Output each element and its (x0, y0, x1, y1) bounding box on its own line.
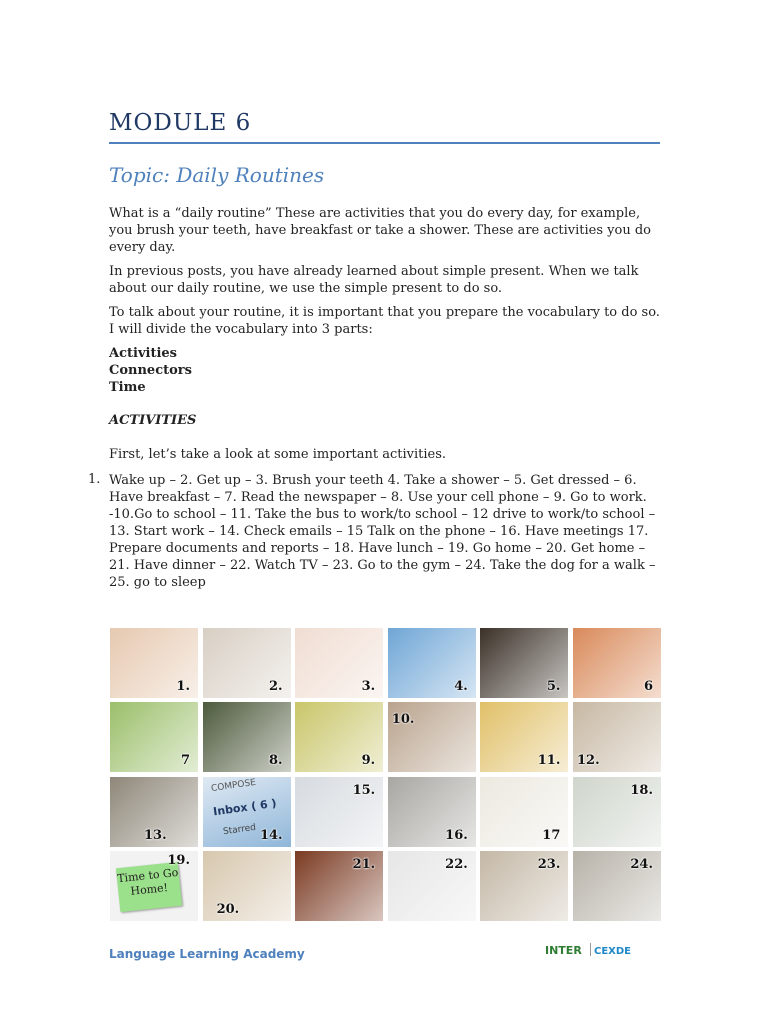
photo-number-label: 17 (542, 827, 561, 843)
activities-list: Wake up – 2. Get up – 3. Brush your teeth 4. Take a shower – 5. Get dressed – 6. Have breakfast – 7. Read the newspaper – 8. Use your cell phone – 9. Go to work. -10.Go to school – 11. Take the bus to work/to school – 12 drive to work/to school – 13. Start work – 14. Check emails – 15 Talk on the phone – 16. Have meetings 17. Prepare documents and reports – 18. Have lunch – 19. Go home – 20. Get home – 21. Have dinner – 22. Watch TV – 23. Go to the gym – 24. Take the dog for a walk – 25. go to sleep (109, 473, 656, 590)
activity-photo-6 (573, 628, 661, 698)
activities-photo-grid (110, 628, 661, 918)
inter-cexde-logo (545, 941, 635, 959)
activity-photo-4 (388, 628, 476, 698)
paragraph-1: What is a “daily routine” These are activities that you do every day, for example, you brush your teeth, have breakfast or take a shower. These are activities you do every day. (109, 206, 651, 255)
title-divider (109, 142, 660, 144)
photo-number-label: 20. (216, 902, 240, 918)
paragraph-2: In previous posts, you have already learned about simple present. When we talk about our daily routine, we use the simple present to do so. (109, 264, 639, 296)
activity-photo-1 (110, 628, 198, 698)
photo-number-label: 23. (537, 857, 561, 873)
photo-number-label: 9. (361, 753, 376, 769)
photo-number-label: 13. (144, 827, 167, 843)
photo-number-label: 11. (537, 753, 561, 769)
photo-number-label: 7 (180, 753, 190, 769)
activity-photo-13 (110, 777, 198, 847)
activity-photo-18 (573, 777, 661, 847)
activity-photo-16 (388, 777, 476, 847)
activity-photo-9 (295, 702, 383, 772)
activity-photo-3 (295, 628, 383, 698)
activity-photo-24 (573, 851, 661, 921)
photo-number-label: 4. (454, 679, 468, 694)
activity-photo-8 (203, 702, 291, 772)
module-title: MODULE 6 (109, 110, 252, 136)
photo-number-label: 2. (269, 679, 283, 694)
list-number: 1. (88, 472, 101, 487)
topic-heading: Topic: Daily Routines (109, 163, 325, 187)
logo-cexde-text: CEXDE (594, 946, 632, 957)
part-connectors: Connectors (109, 363, 192, 378)
photo-number-label: 3. (361, 679, 376, 694)
photo-number-label: 24. (630, 857, 653, 873)
photo-number-label: 12. (577, 753, 600, 769)
activity-photo-19 (110, 851, 198, 921)
photo-number-label: 8. (269, 753, 283, 769)
activity-photo-22 (388, 851, 476, 921)
logo-inter-text: INTER (545, 944, 582, 957)
photo-number-label: 10. (391, 712, 415, 728)
photo-number-label: 19. (167, 853, 190, 869)
time-to-go-home-note: Time to Go Home! (116, 862, 182, 912)
photo-number-label: 16. (445, 827, 468, 843)
photo-number-label: 6 (643, 679, 653, 694)
footer-academy-name: Language Learning Academy (109, 947, 305, 961)
photo-number-label: 14. (259, 827, 283, 843)
compose-label: COMPOSE (210, 777, 257, 794)
activity-photo-10 (388, 702, 476, 772)
activity-photo-21 (295, 851, 383, 921)
intro-line: First, let’s take a look at some important activities. (109, 447, 447, 462)
photo-number-label: 18. (630, 782, 653, 798)
activity-photo-11 (480, 702, 568, 772)
photo-number-label: 21. (352, 857, 376, 873)
activity-photo-7 (110, 702, 198, 772)
inbox-label: Inbox ( 6 ) (211, 796, 277, 819)
activity-photo-12 (573, 702, 661, 772)
activity-photo-17 (480, 777, 568, 847)
activity-photo-14 (203, 777, 291, 847)
section-heading-activities: ACTIVITIES (109, 413, 197, 428)
photo-number-label: 15. (352, 782, 376, 798)
activity-photo-20 (203, 851, 291, 921)
photo-number-label: 5. (546, 679, 561, 694)
activity-photo-23 (480, 851, 568, 921)
paragraph-3: To talk about your routine, it is important that you prepare the vocabulary to do so. I will divide the vocabulary into 3 parts: (109, 305, 660, 337)
activity-photo-15 (295, 777, 383, 847)
activity-photo-5 (480, 628, 568, 698)
part-time: Time (109, 380, 146, 395)
starred-label: Starred (222, 822, 257, 838)
part-activities: Activities (109, 346, 177, 361)
photo-number-label: 22. (445, 857, 468, 873)
activity-photo-2 (203, 628, 291, 698)
photo-number-label: 1. (176, 679, 190, 694)
